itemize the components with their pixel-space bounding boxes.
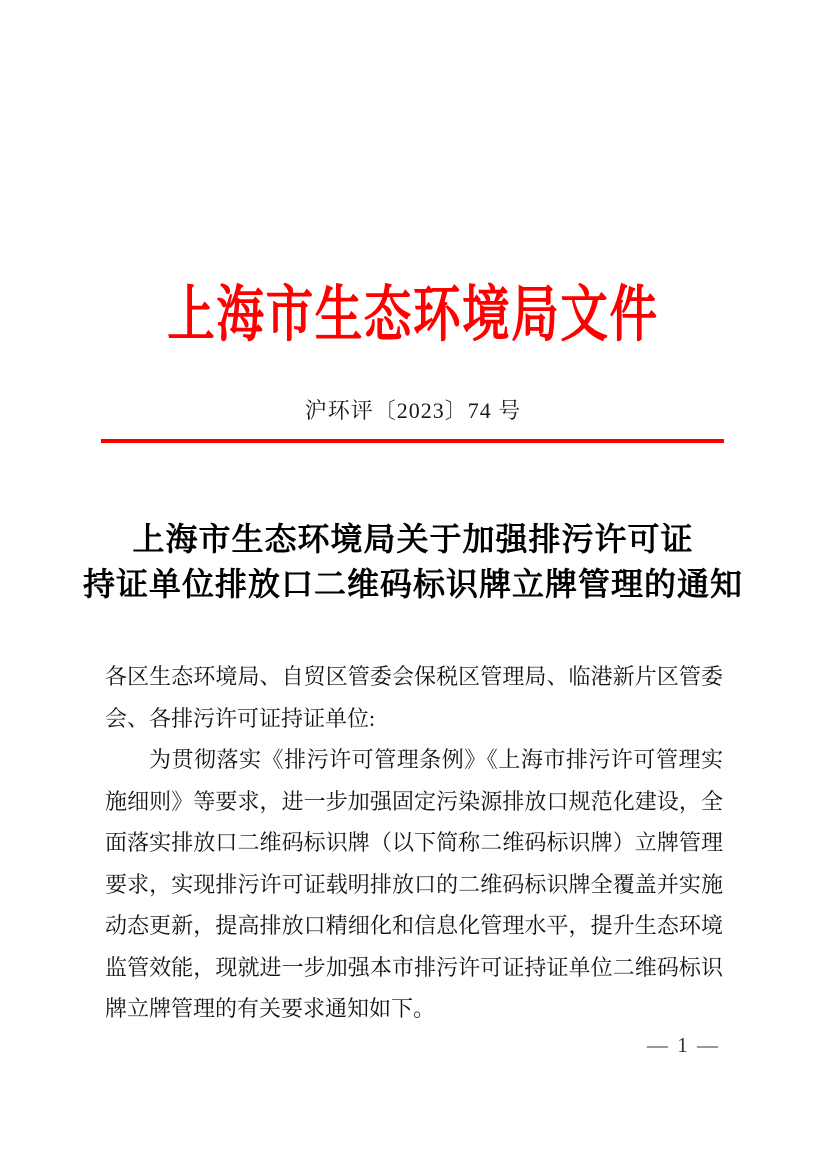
document-number: 沪环评〔2023〕74 号 xyxy=(304,398,522,423)
document-title-line2: 持证单位排放口二维码标识牌立牌管理的通知 xyxy=(82,566,743,602)
document-title xyxy=(0,517,826,607)
document-body xyxy=(105,656,723,1030)
body-paragraph: 为贯彻落实《排污许可管理条例》《上海市排污许可管理实施细则》等要求，进一步加强固定污染源排放口规范化建设，全面落实排放口二维码标识牌（以下简称二维码标识牌）立牌管理要求，实现排污许可证载明排放口的二维码标识牌全覆盖并实施动态更新，提高排放口精细化和信息化管理水平，提升生态环境监管效能，现就进一步加强本市排污许可证持证单位二维码标识牌立牌管理的有关要求通知如下。 xyxy=(105,747,723,1021)
agency-banner: 上海市生态环境局文件 xyxy=(167,282,659,349)
page-number: — 1 — xyxy=(647,1033,720,1057)
red-separator-line xyxy=(101,439,724,443)
salutation: 各区生态环境局、自贸区管委会保税区管理局、临港新片区管委会、各排污许可证持证单位: xyxy=(105,664,723,731)
document-title-line1: 上海市生态环境局关于加强排污许可证 xyxy=(132,521,694,557)
